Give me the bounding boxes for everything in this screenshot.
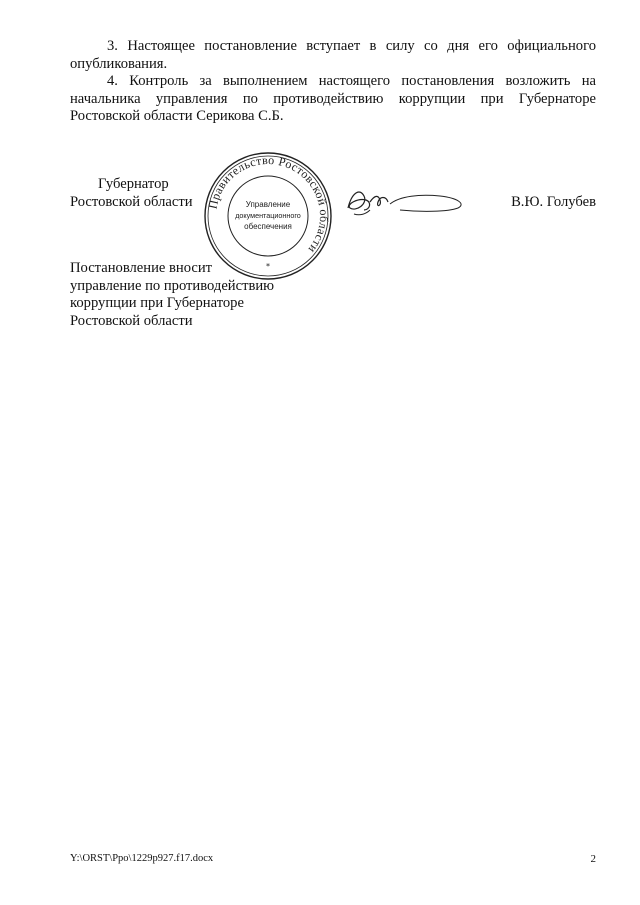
handwritten-signature [340,178,472,228]
paragraph-4-text: Контроль за выполнением настоящего постановления возложить на начальника управления по противодействию коррупции при Губернаторе Ростовской области Серикова С.Б. [70,73,596,124]
paragraph-3 [70,38,596,73]
svg-text:Правительство Ростовской облас: Правительство Ростовской области [205,152,332,257]
issuer-note [70,260,310,330]
issuer-note-line1: Постановление вносит [70,260,213,276]
issuer-note-line2: управление по противодействию [70,277,275,294]
paragraph-4 [70,73,596,126]
signatory-title-line1: Губернатор [98,176,169,192]
paragraph-3-text: Настоящее постановление вступает в силу со дня его официального опубликования. [70,38,596,72]
page-number: 2 [590,853,596,865]
paragraph-4-number: 4. [107,73,118,89]
issuer-note-line3: коррупции при Губернаторе [70,295,244,311]
svg-text:*: * [266,262,270,271]
signatory-title [70,176,193,211]
svg-text:обеспечения: обеспечения [244,222,292,231]
svg-text:документационного: документационного [235,211,301,220]
signatory-name: В.Ю. Голубев [511,194,596,210]
paragraph-3-number: 3. [107,38,118,54]
svg-text:Управление: Управление [245,200,291,209]
issuer-note-line4: Ростовской области [70,312,193,329]
signatory-title-line2: Ростовской области [70,193,193,210]
footer-file-path: Y:\ORST\Ppo\1229p927.f17.docx [70,853,214,864]
